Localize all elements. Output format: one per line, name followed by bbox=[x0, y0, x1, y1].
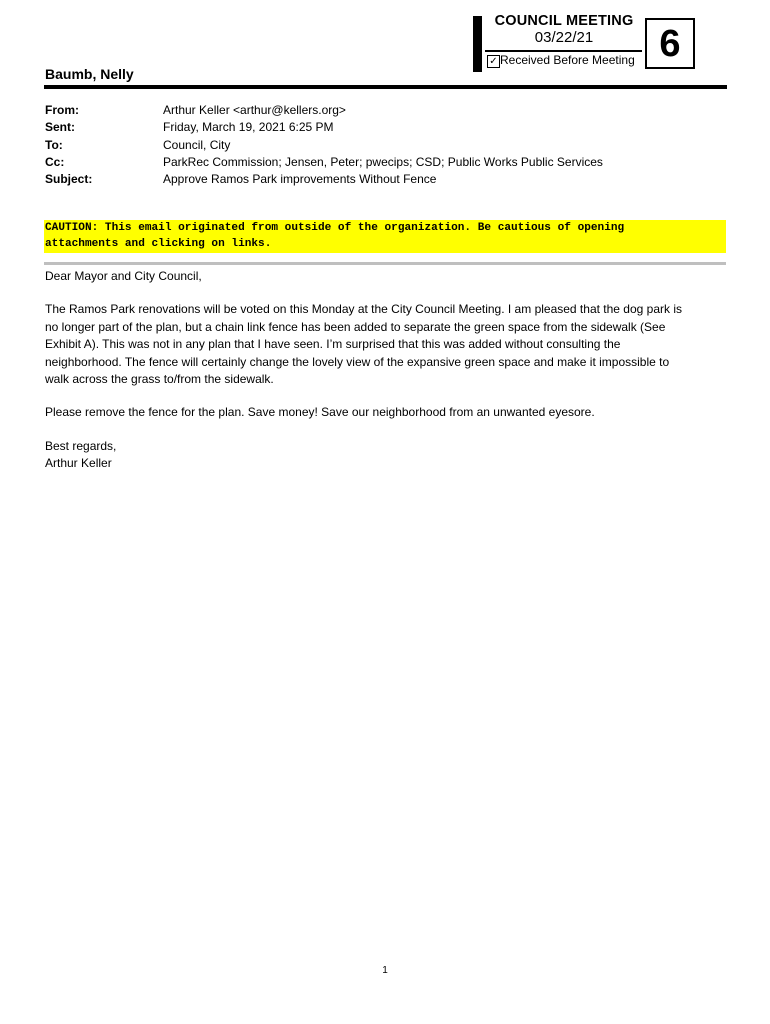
received-before-meeting-label: Received Before Meeting bbox=[500, 53, 635, 67]
signature: Arthur Keller bbox=[45, 456, 112, 471]
owner-divider bbox=[44, 85, 727, 89]
closing: Best regards, bbox=[45, 438, 117, 453]
header-label: To: bbox=[45, 137, 63, 152]
agenda-item-number: 6 bbox=[645, 18, 695, 69]
stamp-bar bbox=[473, 16, 482, 72]
stamp-divider bbox=[485, 50, 642, 52]
header-value: Council, City bbox=[163, 137, 231, 152]
header-label: Subject: bbox=[45, 172, 93, 187]
paragraph-line: no longer part of the plan, but a chain link fence has been added to separate the green space from the sidewalk (See bbox=[45, 319, 666, 334]
caution-divider bbox=[44, 262, 726, 265]
sign-off bbox=[45, 438, 735, 473]
stamp-date: 03/22/21 bbox=[534, 29, 594, 46]
paragraph-line: The Ramos Park renovations will be voted on this Monday at the City Council Meeting. I am pleased that the dog park is bbox=[45, 302, 682, 317]
header-value: Arthur Keller <arthur@kellers.org> bbox=[163, 103, 346, 117]
page-number: 1 bbox=[382, 965, 388, 976]
caution-line-2: attachments and clicking on links. bbox=[45, 237, 272, 250]
header-value: ParkRec Commission; Jensen, Peter; pwecips; CSD; Public Works Public Services bbox=[163, 154, 603, 169]
header-label: Cc: bbox=[45, 154, 65, 169]
stamp-title: COUNCIL MEETING bbox=[494, 13, 634, 29]
header-value: Friday, March 19, 2021 6:25 PM bbox=[163, 120, 334, 135]
checkbox-checked-icon: ✓ bbox=[487, 55, 500, 68]
header-label: From: bbox=[45, 103, 79, 117]
mailbox-owner-name: Baumb, Nelly bbox=[45, 66, 134, 82]
header-cc bbox=[45, 154, 603, 171]
header-value: Approve Ramos Park improvements Without Fence bbox=[163, 172, 437, 187]
header-to bbox=[45, 137, 603, 154]
paragraph-line: neighborhood. The fence will certainly change the lovely view of the expansive green space and make it impossible to bbox=[45, 354, 670, 369]
paragraph-line: walk across the grass to/from the sidewalk. bbox=[45, 372, 274, 387]
caution-line-1: CAUTION: This email originated from outside of the organization. Be cautious of opening bbox=[45, 222, 625, 234]
email-headers bbox=[45, 102, 603, 188]
header-label: Sent: bbox=[45, 120, 75, 135]
body-paragraph-1 bbox=[45, 301, 735, 388]
body-paragraph-2: Please remove the fence for the plan. Save money! Save our neighborhood from an unwanted eyesore. bbox=[45, 405, 595, 420]
email-body bbox=[45, 268, 735, 489]
greeting: Dear Mayor and City Council, bbox=[45, 269, 202, 283]
paragraph-line: Exhibit A). This was not in any plan that I have seen. I’m surprised that this was added without consulting the bbox=[45, 337, 621, 352]
header-subject bbox=[45, 171, 603, 188]
header-from bbox=[45, 102, 603, 119]
header-sent bbox=[45, 119, 603, 136]
caution-banner bbox=[44, 220, 726, 253]
